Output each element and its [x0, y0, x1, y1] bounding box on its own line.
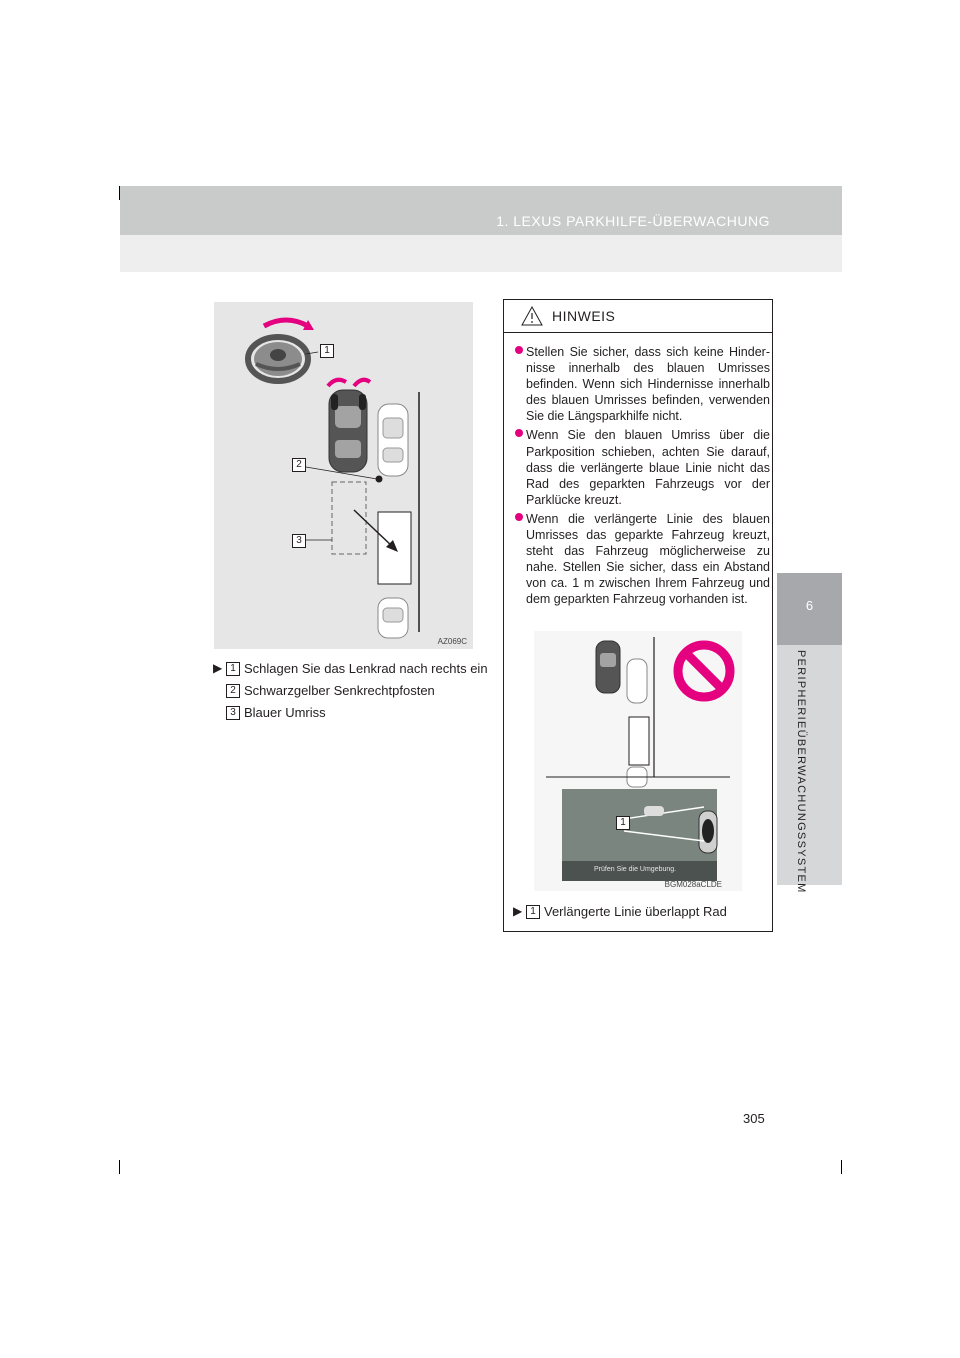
- caution-header: [504, 300, 772, 333]
- chapter-number: 6: [805, 598, 814, 613]
- legend-number: 1: [226, 662, 240, 676]
- arrow-icon: ▶: [513, 904, 523, 918]
- legend-item: [213, 682, 473, 704]
- caution-title: HINWEIS: [552, 308, 616, 324]
- callout-1: 1: [616, 816, 630, 830]
- legend-number: 1: [526, 905, 540, 919]
- caution-text: Stellen Sie sicher, dass sich keine Hinder-nisse innerhalb des blauen Umrisses befinden. Wenn sich Hindernisse innerhalb des blauen Umrisses befinden, verwenden Sie die Längsparkhilfe nicht.: [526, 345, 770, 424]
- parking-diagram-drawing: [214, 302, 473, 649]
- legend-text: Schwarzgelber Senkrechtpfosten: [244, 683, 435, 698]
- legend-text: Schlagen Sie das Lenkrad nach rechts ein: [244, 661, 488, 676]
- parked-car-icon: [378, 598, 408, 638]
- legend-number: 3: [226, 706, 240, 720]
- warning-icon: [520, 305, 544, 327]
- screen-message: Prüfen Sie die Umgebung.: [594, 866, 677, 873]
- bullet-icon: [515, 429, 523, 437]
- caution-list: [518, 344, 770, 611]
- legend-item: [513, 903, 753, 925]
- caution-text: Wenn Sie den blauen Umriss über die Parkposition schieben, achten Sie darauf, dass die verlängerte blaue Linie nicht das Rad des geparkten Fahrzeugs vor der Parklücke kreuzt.: [526, 428, 770, 507]
- legend-text: Verlängerte Linie überlappt Rad: [544, 904, 727, 919]
- parked-car-icon: [378, 404, 408, 476]
- header-underband: [120, 235, 842, 272]
- overlap-diagram: [534, 631, 742, 891]
- dashed-outline: [332, 482, 366, 554]
- steering-wheel-icon: [248, 337, 308, 381]
- own-car-icon: [329, 390, 367, 472]
- callout-1: 1: [320, 344, 334, 358]
- figure-code: BGM028aCLDE: [664, 880, 722, 889]
- rotation-arrow-icon: [264, 320, 308, 326]
- caution-text: Wenn die verlängerte Linie des blauen Umrisses das geparkte Fahrzeug kreuzt, steht das Fahrzeug möglicherweise zu nahe. Stellen Sie sicher, dass ein Abstand von ca. 1 m zwischen Ihrem Fahrzeug und dem geparkten Fahrzeug vorhanden ist.: [526, 511, 770, 607]
- overlap-diagram-drawing: [534, 631, 742, 891]
- legend-number: 2: [226, 684, 240, 698]
- wheel-turn-icon: [328, 380, 346, 386]
- parking-diagram: [214, 302, 473, 649]
- caution-item: [518, 427, 770, 507]
- figure-code: AZ069C: [437, 637, 467, 646]
- legend-item: [213, 704, 473, 726]
- legend-text: Blauer Umriss: [244, 705, 326, 720]
- legend-item: [213, 660, 488, 682]
- caution-item: [518, 344, 770, 424]
- chapter-title: PERIPHERIEÜBERWACHUNGSSYSTEM: [795, 650, 807, 894]
- crop-mark: [119, 1160, 120, 1174]
- figure-legend: [213, 660, 488, 726]
- caution-legend: [513, 903, 753, 925]
- section-header: [120, 186, 842, 235]
- section-title: 1. LEXUS PARKHILFE-ÜBERWACHUNG: [496, 213, 770, 229]
- wheel-turn-icon: [354, 380, 370, 386]
- crop-mark: [841, 1160, 842, 1174]
- bullet-icon: [515, 513, 523, 521]
- chapter-tab: [777, 573, 842, 645]
- caution-item: [518, 511, 770, 608]
- arrow-icon: ▶: [213, 661, 223, 675]
- bullet-icon: [515, 346, 523, 354]
- page-number: 305: [743, 1111, 765, 1126]
- callout-3: 3: [292, 534, 306, 548]
- callout-2: 2: [292, 458, 306, 472]
